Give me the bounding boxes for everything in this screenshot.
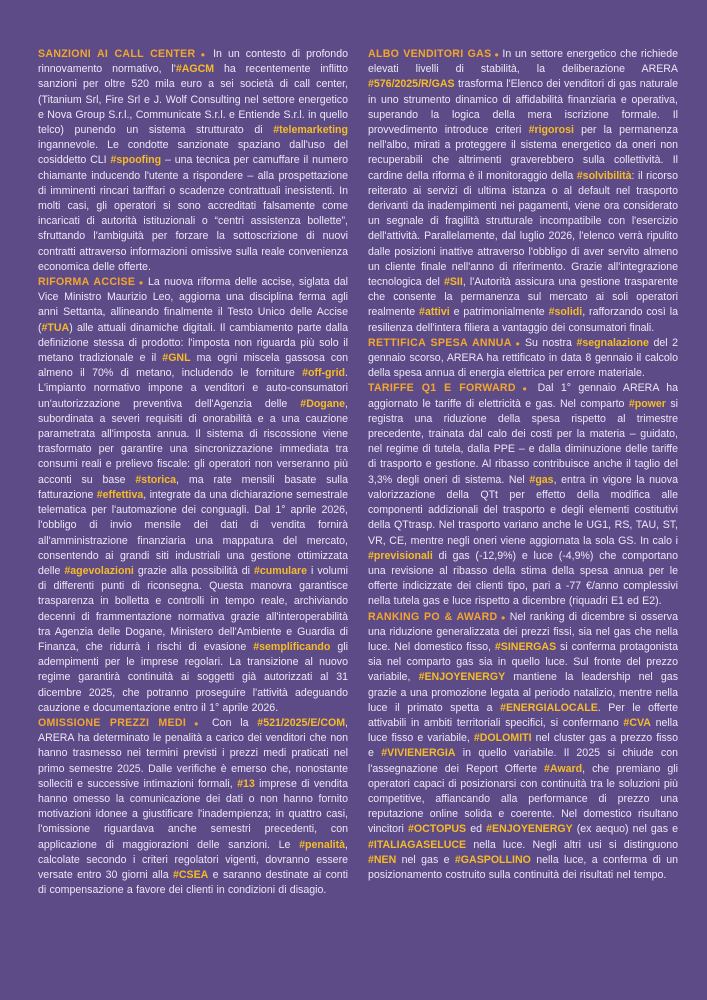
hashtag: #CVA <box>623 716 651 729</box>
section-text: Nel ranking di dicembre si osserva una riduzione generalizzata dei prezzi fissi, sia nel gas che nella luce. Nel domestico fisso, <box>368 610 678 653</box>
section-sanzioni-ai-call-center <box>38 47 348 275</box>
section-heading: SANZIONI AI CALL CENTER <box>38 48 196 60</box>
hashtag: #gas <box>529 473 554 486</box>
hashtag: #ENERGIALOCALE <box>500 701 598 714</box>
section-text: nella luce fisso e variabile, <box>368 716 678 745</box>
hashtag: #OCTOPUS <box>408 823 467 836</box>
section-text: grazie alla possibilità di <box>133 564 255 577</box>
left-column <box>38 47 348 970</box>
bullet-icon: ● <box>497 612 510 622</box>
section-text: ingannevole. Le condotte sanzionate spaziano dall'uso del cosiddetto CLI <box>38 139 348 167</box>
section-text: La nuova riforma delle accise, siglata dal Vice Ministro Maurizio Leo, aggiorna una disciplina ferma agli anni Settanta, allineando finalmente il Testo Unico delle Accise ( <box>38 276 348 334</box>
hashtag: #Dogane <box>300 397 346 410</box>
hashtag: #CSEA <box>172 868 209 881</box>
hashtag: #ENJOYENERGY <box>486 823 573 836</box>
section-text: nella luce. Negli altri usi si distinguono <box>466 838 678 851</box>
hashtag: #TUA <box>41 321 70 334</box>
section-text: si conferma protagonista sia nel comparto gas sia in quello luce. Sul fronte del prezzo variabile, <box>368 640 678 684</box>
hashtag: #semplificando <box>253 640 331 653</box>
hashtag: #attivi <box>419 306 450 319</box>
hashtag: #Award <box>544 762 583 775</box>
section-text: i volumi di differenti punti di riconsegna. Questa manovra garantisce trasparenza in bolletta e controlli in tempo reale, archiviando decenni di frammentazione normativa grazie all'interoperabilità tra Agenzia delle Dogane, Ministero dell'Ambiente e Guardia di Finanza, che ridurrà i rischi di evasione <box>38 564 348 653</box>
section-text: nella luce, a conferma di un posizionamento costruito sulla continuità dei risultati nel tempo. <box>368 853 678 881</box>
hashtag: #off-grid <box>302 367 346 380</box>
section-text: ha recentemente inflitto sanzioni per oltre 520 mila euro a sei società di call center, (Titanium Srl, Fire Srl e J. Wolf Consulting nel settore energetico e Nova Group S.r.l., Communicate S.r.l. e Entiende S.r.l. in quello telco) punendo un sistema strutturato di <box>38 63 348 137</box>
section-text: , ARERA ha determinato le penalità a carico dei venditori che non hanno trasmesso nei termini previsti i prezzi medi praticati nel primo semestre 2025. Dalle verifiche è emerso che, nonostante solleciti e successive intimazioni formali, <box>38 716 348 790</box>
hashtag: #agevolazioni <box>64 564 134 577</box>
section-text: imprese di vendita hanno omesso la comunicazione dei dati o non hanno fornito motivazioni idonee a giustificare l'inadempienza; in quattro casi, l'omissione riguardava anche semestri precedenti, con applicazione di maggiorazioni delle sanzioni. Le <box>38 777 348 851</box>
section-text: del 2 gennaio scorso, ARERA ha rettificato in data 8 gennaio il calcolo della spesa annua di energia elettrica per errore materiale. <box>368 336 679 380</box>
bullet-icon: ● <box>186 718 213 728</box>
hashtag: #SINERGAS <box>494 640 557 653</box>
section-text: , integrate da una dichiarazione semestrale telematica per l'automazione dei conguagli. Dal 1° aprile 2026, l'obbligo di invio mensile dei dati di vendita fornirà all'amministrazione finanziaria una mappatura del mercato, consentendo ai grandi siti industriali una gestione ottimizzata delle <box>38 488 348 577</box>
section-rettifica-spesa-annua <box>368 336 678 382</box>
hashtag: #ENJOYENERGY <box>418 671 506 684</box>
bullet-icon: ● <box>135 278 148 288</box>
section-heading: RANKING PO & AWARD <box>368 610 498 623</box>
hashtag: #spoofing <box>110 154 162 167</box>
hashtag: #telemarketing <box>273 124 348 137</box>
hashtag: #solidi <box>548 306 583 319</box>
section-text: nel cluster gas a prezzo fisso e <box>368 732 678 760</box>
hashtag: #previsionali <box>368 549 433 562</box>
section-text: – una tecnica per camuffare il numero chiamante inducendo l'utente a rispondere – alla prospettazione di imminenti rincari tariffari o scadenze contrattuali inesistenti. In molti casi, gli operatori si sono accreditati falsamente come incaricati di autorità istituzionali o “centri assistenza bollette”, sfruttando l'ambiguità per forzare la sottoscrizione di nuovi contratti attraverso informazioni omissive sulla reale convenienza economica delle offerte. <box>38 154 349 273</box>
hashtag: #power <box>628 397 666 410</box>
hashtag: #13 <box>237 777 255 790</box>
section-text: , l'Autorità assicura una gestione trasparente che consente la permanenza sul mercato ai soli operatori realmente <box>368 276 679 319</box>
section-text: , rafforzando così la resilienza dell'intera filiera a vantaggio dei consumatori finali. <box>368 306 678 334</box>
section-text: . Per le offerte attivabili in ambiti territoriali specifici, si confermano <box>368 701 678 729</box>
section-text: , che premiano gli operatori capaci di posizionarsi con continuità tra le soluzioni più competitive, affiancando alla performance di prezzo una reputazione online solida e coerente. Nel domestico risultano vincitori <box>368 762 678 836</box>
hashtag: #cumulare <box>254 564 308 577</box>
section-text: Con la <box>212 716 258 729</box>
hashtag: #AGCM <box>175 63 215 76</box>
hashtag: #segnalazione <box>576 336 649 349</box>
hashtag: #SII <box>443 276 463 289</box>
hashtag: #521/2025/E/COM <box>257 716 346 729</box>
section-riforma-accise <box>38 275 348 716</box>
section-text: , entra in vigore la nuova valorizzazione della QTt per effetto della modifica alle componenti addizionali del trasporto e degli elementi costitutivi della QTtrasp. Nel trasporto variano anche le UG1, RS, TAU, ST, VR, CE, mentre negli oneri viene aggiornata la sola GS. In calo i <box>368 473 678 547</box>
bullet-icon: ● <box>195 50 214 59</box>
section-text: ma ogni miscela gassosa con almeno il 70% di metano, includendo le forniture <box>38 352 348 380</box>
hashtag: #solvibilità <box>576 169 632 182</box>
section-text: per la permanenza nell'albo, mirati a proteggere il sistema energetico da oneri non recuperabili che altrimenti graverebbero sulla collettività. Il cardine della riforma è il monitoraggio della <box>368 124 678 182</box>
hashtag: #effettiva <box>96 488 144 501</box>
hashtag: #NEN <box>368 853 397 866</box>
section-text: si registra una riduzione della spesa rispetto al trimestre precedente, trainata dal calo dei costi per la materia – guidato, nel regime di tutela, dalla PPE – e dalla diminuzione delle tariffe di trasporto e gestione. Al ribasso contribuisce anche il taglio del 3,3% degli oneri di sistema. Nel <box>368 397 678 486</box>
section-heading: RIFORMA ACCISE <box>38 276 136 289</box>
section-text: in quello variabile. Il 2025 si chiude con l'assegnazione dei Report Offerte <box>368 747 678 775</box>
hashtag: #ITALIAGASELUCE <box>368 838 467 851</box>
section-text: , calcolate secondo i criteri regolatori vigenti, dovranno essere versate entro 30 giorni alla <box>38 838 348 881</box>
section-text: di gas (-12,9%) e luce (-4,9%) che comportano una revisione al ribasso della stima della spesa annua per le offerte indicizzate dei clienti tipo, pari a -77 €/anno complessivi nella tutela gas e luce rispetto a dicembre (riquadri E1 ed E2). <box>368 549 678 608</box>
section-heading: RETTIFICA SPESA ANNUA <box>368 336 512 349</box>
section-text: , subordinata a severi requisiti di onorabilità e a una cauzione parametrata all'imposta annua. Il sistema di riscossione viene trasformato per garantire una sincronizzazione immediata tra consumi reali e prelievo fiscale: gli operatori non verseranno più acconti su base <box>38 397 348 486</box>
section-text: ed <box>466 823 487 836</box>
section-text: (ex aequo) nel gas e <box>572 823 678 836</box>
hashtag: #VIVIENERGIA <box>381 747 456 760</box>
section-text: : il ricorso reiterato ai servizi di ultima istanza o al default nel trasporto derivanti da inadempimenti nei pagamenti, viene ora considerato un segnale di fragilità strutturale incompatibile con l'esercizio dell'attività. Parallelamente, dal luglio 2026, l'elenco verrà ripulito dalle posizioni inattive attraverso l'obbligo di aver servito almeno un cliente finale nell'anno di riferimento. Grazie all'integrazione tecnologica del <box>368 169 678 289</box>
hashtag: #DOLOMITI <box>473 732 532 745</box>
section-text: trasforma l'Elenco dei venditori di gas naturale in uno strumento dinamico di affidabilità finanziaria e operativa, superando la logica della mera iscrizione formale. Il provvedimento introduce criteri <box>368 78 678 137</box>
bullet-icon: ● <box>515 384 538 394</box>
section-text: In un settore energetico che richiede elevati livelli di stabilità, la deliberazione ARERA <box>368 48 678 76</box>
section-text: ) alle attuali dinamiche digitali. Il cambiamento parte dalla definizione stessa di prodotto: l'imposta non riguarda più solo il metano tradizionale e il <box>38 321 348 365</box>
section-omissione-prezzi-medi <box>38 716 348 898</box>
section-text: , ma rate mensili basate sulla fatturazione <box>38 473 348 501</box>
section-text: . L'impianto normativo impone a venditori e auto-consumatori un'autorizzazione preventiva dell'Agenzia delle <box>38 367 348 410</box>
section-text: nel gas e <box>396 853 455 866</box>
section-text: e patrimonialmente <box>449 306 549 319</box>
section-text: Su nostra <box>524 336 577 349</box>
section-heading: TARIFFE Q1 E FORWARD <box>368 382 516 395</box>
section-text: In un contesto di profondo rinnovamento normativo, l' <box>38 48 348 76</box>
hashtag: #576/2025/R/GAS <box>368 78 455 91</box>
section-text: Dal 1° gennaio ARERA ha aggiornato le tariffe di elettricità e gas. Nel comparto <box>368 382 678 410</box>
hashtag: #penalità <box>299 838 346 851</box>
hashtag: #rigorosi <box>528 124 574 137</box>
section-heading: ALBO VENDITORI GAS <box>368 48 492 60</box>
section-ranking-po-award <box>368 610 678 884</box>
section-albo-venditori-gas <box>368 47 678 336</box>
section-text: mantiene la leadership nel gas grazie a una promozione legata al periodo natalizio, mentre nella luce il primato spetta a <box>368 671 678 714</box>
section-text: e saranno destinate ai conti di compensazione a favore dei clienti in condizioni di disagio. <box>38 868 348 897</box>
hashtag: #GNL <box>162 352 191 365</box>
section-text: gli adempimenti per le imprese regolari. La transizione al nuovo regime garantirà continuità ai soggetti già autorizzati al 31 dicembre 2025, che potranno proseguire l'attività adeguando cauzione e documentazione entro il 1° aprile 2026. <box>38 640 349 714</box>
hashtag: #GASPOLLINO <box>454 853 531 866</box>
bullet-icon: ● <box>491 50 503 59</box>
section-tariffe-q1-e-forward <box>368 381 678 609</box>
hashtag: #storica <box>135 473 177 486</box>
right-column <box>368 47 678 970</box>
bullet-icon: ● <box>511 338 525 348</box>
section-heading: OMISSIONE PREZZI MEDI <box>38 716 187 729</box>
